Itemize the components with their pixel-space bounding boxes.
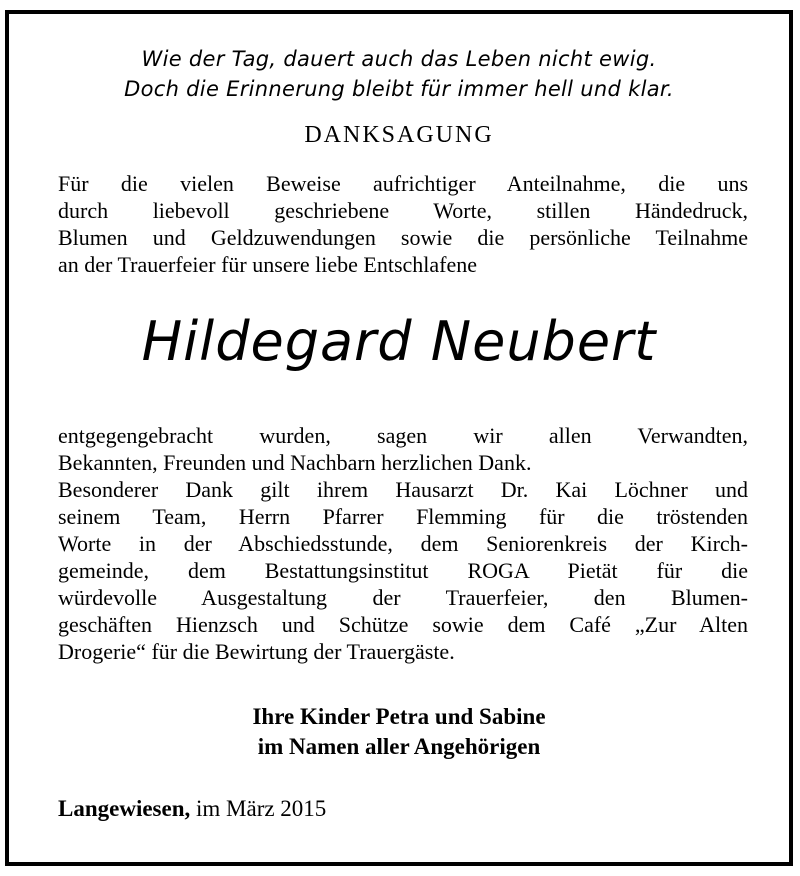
place-town: Langewiesen,	[58, 796, 191, 821]
body-line: gemeinde, dem Bestattungsinstitut ROGA Pietät für die	[58, 558, 748, 583]
body-line: seinem Team, Herrn Pfarrer Flemming für die tröstenden	[58, 504, 748, 529]
body-line: Besonderer Dank gilt ihrem Hausarzt Dr. Kai Löchner und	[58, 477, 748, 502]
signature-line-1: Ihre Kinder Petra und Sabine	[252, 704, 546, 729]
body-line: würdevolle Ausgestaltung der Trauerfeier, den Blumen-	[58, 585, 748, 610]
intro-paragraph	[58, 170, 748, 278]
place-date-text: im März 2015	[190, 796, 327, 821]
body-line: Bekannten, Freunden und Nachbarn herzlichen Dank.	[58, 450, 532, 475]
signature-line-2: im Namen aller Angehörigen	[257, 734, 541, 759]
deceased-name: Hildegard Neubert	[141, 310, 657, 373]
body-line: entgegengebracht wurden, sagen wir allen Verwandten,	[58, 423, 748, 448]
place-date	[58, 796, 326, 822]
quote-line-2: Doch die Erinnerung bleibt für immer hell und klar.	[124, 77, 674, 101]
body-line: geschäften Hienzsch und Schütze sowie dem Café „Zur Alten	[58, 612, 748, 637]
intro-line: an der Trauerfeier für unsere liebe Entschlafene	[58, 252, 478, 277]
intro-line: Blumen und Geldzuwendungen sowie die persönliche Teilnahme	[58, 225, 748, 250]
intro-line: Für die vielen Beweise aufrichtiger Anteilnahme, die uns	[58, 171, 748, 196]
body-line: Worte in der Abschiedsstunde, dem Seniorenkreis der Kirch-	[58, 531, 748, 556]
body-line: Drogerie“ für die Bewirtung der Trauergäste.	[58, 639, 455, 664]
heading: DANKSAGUNG	[304, 122, 494, 148]
obituary-card	[5, 10, 793, 866]
body-paragraph	[58, 422, 748, 665]
quote-line-1: Wie der Tag, dauert auch das Leben nicht ewig.	[141, 47, 657, 71]
intro-line: durch liebevoll geschriebene Worte, stillen Händedruck,	[58, 198, 748, 223]
